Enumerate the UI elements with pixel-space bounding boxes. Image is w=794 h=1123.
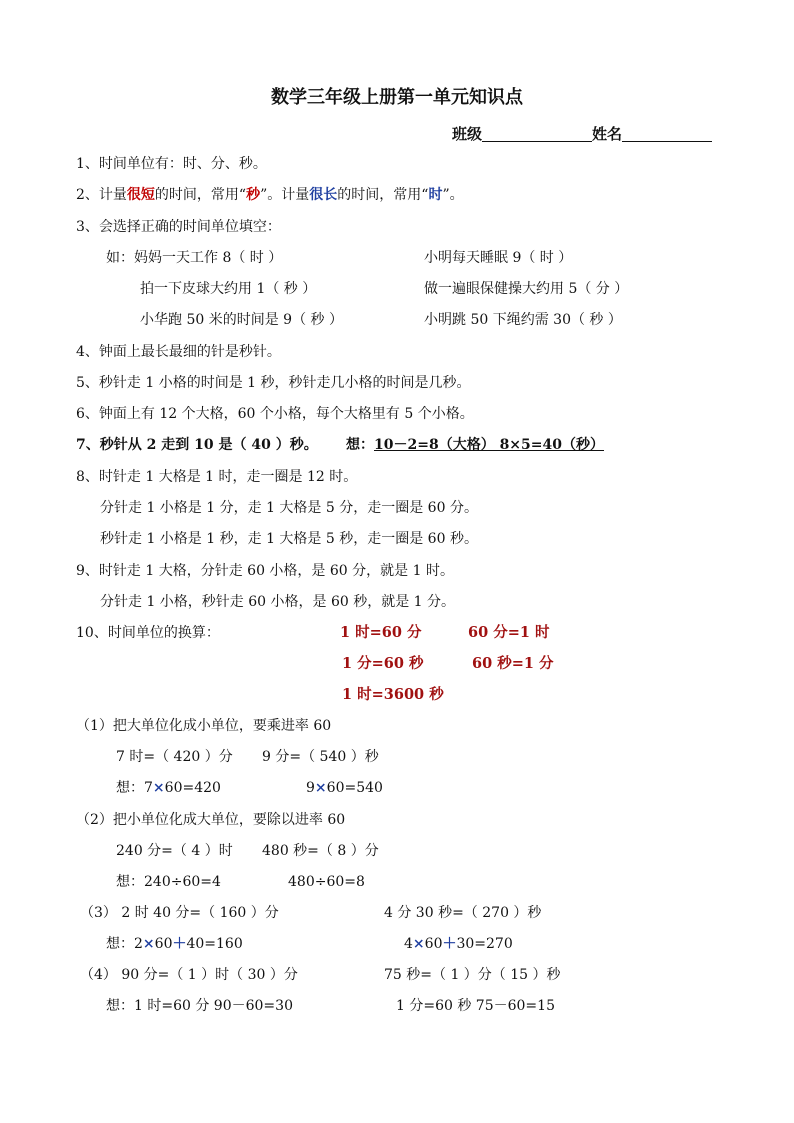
highlight-long: 很长 [309,187,338,203]
name-label: 姓名 [592,125,623,143]
point-2-d: 的时间，常用“ [337,187,429,203]
times-symbol: × [142,936,155,952]
section-1-example-a: 7 时=（ 420 ）分 [116,749,233,765]
point-3-example-1a: 如：妈妈一天工作 8（ 时 ） [106,250,283,266]
think-text: 40=160 [186,936,243,952]
unit-second: 秒 [246,187,261,203]
point-2-e: ”。 [442,187,464,203]
formula-hour-to-minute: 1 时=60 分 [340,624,422,641]
point-7-question: 7、秒针从 2 走到 10 是（ 40 ）秒。 [76,437,318,453]
point-4: 4、钟面上最长最细的针是秒针。 [76,344,281,360]
point-3-example-3a: 小华跑 50 米的时间是 9（ 秒 ） [140,312,343,328]
point-2-b: 的时间，常用“ [154,187,247,203]
think-text: 4 [404,936,413,952]
formula-hour-to-second: 1 时=3600 秒 [342,686,444,703]
section-1-heading: （1）把大单位化成小单位，要乘进率 60 [76,718,332,734]
point-9-line-2: 分针走 1 小格，秒针走 60 小格，是 60 秒，就是 1 分。 [100,594,456,610]
section-2-think-a: 想：240÷60=4 [116,874,221,890]
section-1-think-a [116,778,221,798]
think-text: 30=270 [456,936,513,952]
times-symbol: × [412,936,425,952]
point-2 [76,185,464,205]
times-symbol: × [152,780,165,796]
think-text: 60=420 [164,780,221,796]
plus-symbol: ＋ [442,936,457,952]
think-text: 想：2 [106,936,143,952]
name-blank[interactable] [622,125,712,142]
point-9-line-1: 9、时针走 1 大格，分针走 60 小格，是 60 分，就是 1 时。 [76,563,454,579]
section-2-think-b: 480÷60=8 [288,874,365,890]
point-8-line-1: 8、时针走 1 大格是 1 时，走一圈是 12 时。 [76,469,358,485]
point-8-line-3: 秒针走 1 小格是 1 秒，走 1 大格是 5 秒，走一圈是 60 秒。 [100,531,478,547]
point-10-label: 10、时间单位的换算： [76,625,220,641]
class-blank[interactable] [482,125,592,142]
section-3-example-b: 4 分 30 秒=（ 270 ）秒 [384,905,542,921]
point-3-example-1b: 小明每天睡眠 9（ 时 ） [424,250,573,266]
section-2-example-a: 240 分=（ 4 ）时 [116,843,233,859]
point-7-think-label: 想： [346,437,374,453]
think-text: 60 [424,936,443,952]
section-2-example-b: 480 秒=（ 8 ）分 [262,843,379,859]
point-3-title: 3、会选择正确的时间单位填空： [76,219,281,235]
section-4-think-b: 1 分=60 秒 75－60=15 [396,998,555,1014]
section-3-example-a: （3） 2 时 40 分=（ 160 ）分 [80,905,279,921]
section-1-think-b [306,778,383,798]
section-3-think-a [106,934,243,954]
point-5: 5、秒针走 1 小格的时间是 1 秒，秒针走几小格的时间是几秒。 [76,375,471,391]
point-3-example-2b: 做一遍眼保健操大约用 5（ 分 ） [424,281,629,297]
section-1-example-b: 9 分=（ 540 ）秒 [262,749,379,765]
unit-hour: 时 [428,187,443,203]
point-2-a: 2、计量 [76,187,127,203]
section-4-example-b: 75 秒=（ 1 ）分（ 15 ）秒 [384,967,561,983]
class-label: 班级 [452,125,483,143]
point-2-c: ”。计量 [260,187,310,203]
formula-minute-to-hour: 60 分=1 时 [468,624,550,641]
section-4-example-a: （4） 90 分=（ 1 ）时（ 30 ）分 [80,967,298,983]
times-symbol: × [314,780,327,796]
point-7-calc: 10－2=8（大格） 8×5=40（秒） [374,437,604,453]
point-6: 6、钟面上有 12 个大格，60 个小格，每个大格里有 5 个小格。 [76,406,474,422]
formula-second-to-minute: 60 秒=1 分 [472,655,554,672]
highlight-short: 很短 [126,187,155,203]
point-3-example-2a: 拍一下皮球大约用 1（ 秒 ） [140,281,317,297]
think-text: 60=540 [326,780,383,796]
point-3-example-3b: 小明跳 50 下绳约需 30（ 秒 ） [424,312,622,328]
think-text: 想：7 [116,780,153,796]
think-text: 9 [306,780,315,796]
section-2-heading: （2）把小单位化成大单位，要除以进率 60 [76,812,346,828]
point-7-think [346,435,604,455]
header-fields [452,124,712,144]
point-8-line-2: 分针走 1 小格是 1 分，走 1 大格是 5 分，走一圈是 60 分。 [100,500,478,516]
think-text: 60 [154,936,173,952]
plus-symbol: ＋ [172,936,187,952]
section-3-think-b [404,934,513,954]
point-1: 1、时间单位有：时、分、秒。 [76,156,267,172]
page-title: 数学三年级上册第一单元知识点 [271,87,523,108]
section-4-think-a: 想：1 时=60 分 90－60=30 [106,998,293,1014]
formula-minute-to-second: 1 分=60 秒 [342,655,424,672]
